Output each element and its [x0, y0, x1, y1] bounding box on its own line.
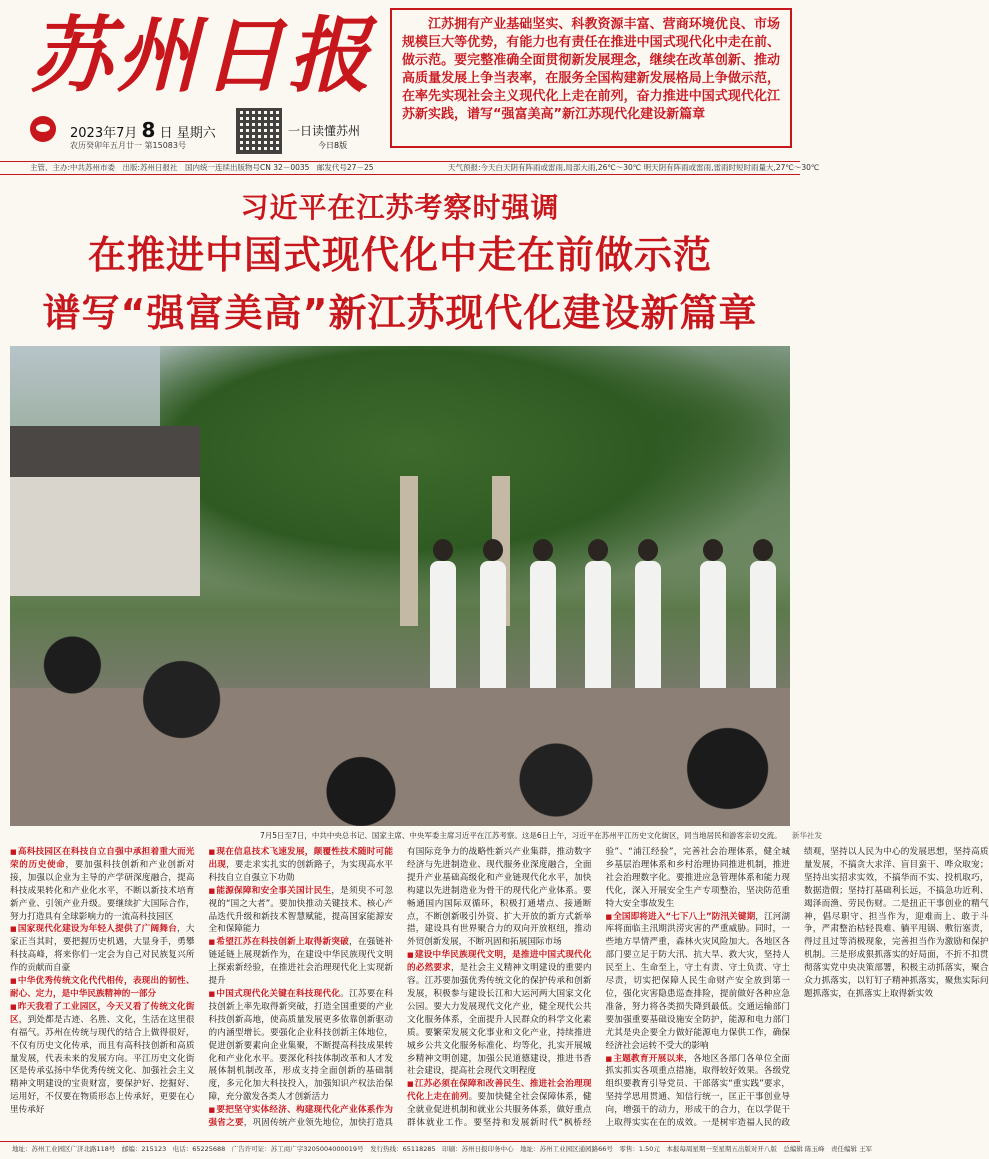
- qr-code-icon[interactable]: [236, 108, 282, 154]
- article-paragraph: [10, 1001, 195, 1117]
- article-text: ，各地区各部门各单位全面抓实抓实各项重点措施，取得较好效果。各级党组织要教育引导党员、干部落实“重实践”要求，坚持学思用贯通、知信行统一，匡正干事创业导向，增强干的动力，形成干的合力，在以学促干上取得实实在在的成效。一是树牢造福人民的政绩观，坚持以人民为中心的发展思想，坚持高质量发展，不搞贪大求洋、盲目蛮干、哗众取宠；坚持出实招求实效，不搞华而不实、投机取巧，数据造假；坚持打基础利长远，不搞急功近利、竭泽而渔、劳民伤财。二是扭正干事创业的精气神，倡尽职守、担当作为，迎难而上、敢于斗争，严肃整治枯轻畏难、躺平甩锅、敷衍塞责，得过且过等消极现象，完善担当作为激励和保护机制。三是形成狠抓落实的好局面，不折不扣贯彻落实党中央决策部署，积极主动抓落实，聚合众力抓落实，以钉钉子精神抓落实，聚焦实际问题抓落实，在抓落实上取得新实效: [605, 847, 989, 1129]
- article-text: ，要走求实扎实的创新路子，为实现高水平科技自立自强立下功勋: [208, 859, 393, 883]
- article-subhead: ■ 高科技园区在科技自立自强中承担着重大而光荣的历史使命: [10, 847, 195, 870]
- newspaper-emblem-icon: [30, 116, 56, 142]
- article-text: ，江河湖库将面临主汛期洪涝灾害的严重威胁。同时，一些地方旱情严重，森林火灾风险加大。各地区各部门要立足于防大汛、抗大旱、救大灾，坚持人民至上、生命至上，守土有责、守土负责、守土尽责，切实把保障人民生命财产安全放到第一位，强化灾害隐患巡查排险，提前做好各种应急准备，努力将各类损失降到最低。交通运输部门要加强重要基础设施安全防护，能源和电力部门尤其是央企要全力做好能源电力保供工作，确保经济社会运转不受大的影响: [605, 911, 790, 1051]
- issue-date: [70, 118, 216, 142]
- article-paragraph: [209, 988, 394, 1104]
- weather-forecast: 天气预报:今天白天阴有阵雨或雷雨,局部大雨,26℃～30℃ 明天阴有阵雨或雷雨,雷雨时短时雨量大,27℃～30℃: [448, 163, 820, 172]
- issue-date-day: 8: [141, 118, 156, 142]
- article-text: ，在强链补链延链上展现新作为，在建设中华民族现代文明上探索新经验，在推进社会治理现代化上实现新提升: [208, 937, 393, 987]
- article-subhead: ■ 中国式现代化关键在科技现代化: [209, 989, 341, 999]
- article-subhead: ■ 全国即将进入“七下八上”防汛关键期: [606, 912, 756, 922]
- article-text: ，到处都是古迹、名胜、文化，生活在这里很有福气。苏州在传统与现代的结合上做得很好，不仅有历史文化传承，而且有高科技创新和高质量发展，代表未来的发展方向。平江历史文化街区是传承弘扬中华优秀传统文化、加强社会主义精神文明建设的宝贵财富，要保护好、挖掘好、运用好，不仅要在物质形态上传承好，更要在心里传承好: [10, 1014, 195, 1116]
- article-subhead: ■ 希望江苏在科技创新上取得新突破: [209, 937, 350, 947]
- lunar-date-issue-number: 农历癸卯年五月廿一 第15083号: [70, 141, 186, 150]
- article-paragraph: [209, 846, 394, 885]
- article-text: ，大家正当其时，要把握历史机遇，大显身手，勇攀科技高峰，将来你们一定会为自己对民族复兴所作的贡献而自豪: [10, 924, 195, 974]
- article-subhead: ■ 昨天我看了工业园区，今天又看了传统文化街区: [10, 1002, 195, 1025]
- article-paragraph: [10, 846, 195, 923]
- masthead: [0, 0, 800, 160]
- article-subhead: ■ 国家现代化建设为年轻人提供了广阔舞台: [10, 924, 177, 934]
- article-paragraph: [10, 975, 195, 1001]
- article-text: 。江苏要在科技创新上率先取得新突破，打造全国重要的产业科技创新高地，使高质量发展更多依靠创新驱动的内涵型增长。要强化企业科技创新主体地位，促进创新要素向企业集聚，不断提高科技成果转化和产业化水平。要深化科技体制改革和人才发展体制机制改革，形成支持全面创新的基础制度，多元化加大科技投入，加强知识产权法治保障，充分激发各类人才创新活力: [208, 988, 393, 1103]
- photo-buildings: [10, 426, 200, 596]
- main-headline-line-2: 谱写“强富美高”新江苏现代化建设新篇章: [42, 291, 758, 335]
- newspaper-slogan: 一日读懂苏州: [288, 124, 361, 138]
- photo-crowd: [10, 596, 790, 826]
- article-body: [10, 846, 989, 1136]
- page-footer: 地址：苏州工业园区广济北路118号 邮编：215123 电话：65225688 广告许可证：苏工商广字3205004000019号 发行热线：65118285 印刷：苏州日报印务中心 地址：苏州工业园区通园路66号 零售：1.50元 本报每周星期一至星期五出版对开八版 总编辑 陈玉峰 责任编辑 王军: [0, 1141, 800, 1157]
- issue-date-suffix: 日 星期六: [159, 126, 216, 141]
- photo-caption: [260, 830, 822, 841]
- newspaper-logo: 苏州日报: [30, 8, 374, 104]
- main-headline-line-1: 在推进中国式现代化中走在前做示范: [87, 233, 712, 277]
- article-subhead: ■ 要把坚守实体经济、构建现代化产业体系作为强省之要: [209, 1105, 394, 1128]
- article-paragraph: [10, 923, 195, 975]
- publication-info-bar: [0, 161, 820, 175]
- article-subhead: ■ 建设中华民族现代文明，是推进中国式现代化的必然要求: [407, 950, 592, 973]
- article-subhead: ■ 能源保障和安全事关国计民生: [209, 886, 332, 896]
- article-subhead: ■ 现在信息技术飞速发展，颠覆性技术随时可能出现: [209, 847, 394, 870]
- page-count: 今日8版: [318, 141, 348, 150]
- headline-kicker: 习近平在江苏考察时强调: [240, 191, 560, 224]
- article-subhead: ■ 主题教育开展以来: [606, 1054, 685, 1064]
- publisher-info: 主管、主办:中共苏州市委 出版:苏州日报社 国内统一连续出版物号CN 32－0035 邮发代号27－25: [30, 163, 374, 172]
- article-paragraph: [407, 949, 592, 1078]
- article-text: ，要加强科技创新和产业创新对接，加强以企业为主导的产学研深度融合，提高科技成果转化和产业化水平，不断以新技术培育新产业、引领产业升级。要继续扩大国际合作，努力打造具有全球影响力的一流高科技园区: [10, 859, 195, 922]
- lead-quote-text: 江苏拥有产业基础坚实、科教资源丰富、营商环境优良、市场规模巨大等优势，有能力也有责任在推进中国式现代化中走在前、做示范。要完整准确全面贯彻新发展理念，继续在改革创新、推动高质量发展上争当表率，在服务全国构建新发展格局上争做示范，在率先实现社会主义现代化上走在前列，奋力推进中国式现代化江苏新实践，谱写“强富美高”新江苏现代化建设新篇章: [402, 17, 780, 122]
- photo-caption-text: 7月5日至7日，中共中央总书记、国家主席、中央军委主席习近平在江苏考察。这是6日上午，习近平在苏州平江历史文化街区，同当地居民和游客亲切交流。: [260, 831, 782, 840]
- article-paragraph: [606, 911, 791, 1053]
- issue-date-prefix: 2023年7月: [70, 126, 138, 141]
- article-text: ，是社会主义精神文明建设的重要内容。江苏要加强优秀传统文化的保护传承和创新发展，积极参与建设长江和大运河两大国家文化公园。要大力发展现代文化产业，健全现代公共文化服务体系，全面提升人民群众的科学文化素质。要繁荣发展文化事业和文化产业，持续推进城乡公共文化服务标准化、均等化，扎实开展城乡精神文明创建，加强公民道德建设，推进书香社会建设，提高社会现代文明程度: [407, 963, 592, 1077]
- article-text: 。要加快健全社会保障体系，健全就业促进机制和就业公共服务体系，做好重点群体就业工作。要坚持和发展新时代“枫桥经验”、“浦江经验”，完善社会治理体系，健全城乡基层治理体系和乡村治理协同推进机制，推进社会治理数字化。要推进应急管理体系和能力现代化，深入开展安全生产专项整治，坚决防范重特大安全事故发生: [407, 847, 790, 1129]
- lead-quote-box: [390, 8, 792, 148]
- article-text: ，是须臾不可忽视的“国之大者”。要加快推动关键技术、核心产品迭代升级和新技术智慧赋能，提高国家能源安全和保障能力: [208, 885, 393, 935]
- article-subhead: ■ 中华优秀传统文化代代相传，表现出的韧性、耐心、定力，是中华民族精神的一部分: [10, 976, 195, 999]
- lead-photo: [10, 346, 790, 826]
- article-paragraph: [209, 936, 394, 988]
- article-paragraph: [209, 885, 394, 937]
- photo-credit: 新华社发: [791, 831, 822, 840]
- article-subhead: ■ 江苏必须在保障和改善民生、推进社会治理现代化上走在前列: [407, 1079, 592, 1102]
- article-text: ，巩固传统产业领先地位，加快打造具有国际竞争力的战略性新兴产业集群，推动数字经济与先进制造业、现代服务业深度融合，全面提升产业基础高级化和产业链现代化水平，加快构建以先进制造业为骨干的现代化产业体系。要畅通国内国际双循环，积极打通堵点、接通断点，不断创新吸引外资、扩大开放的新方式新举措，建设具有世界聚合力的双向开放枢纽，推动外贸创新发展，不断巩固和拓展国际市场: [243, 847, 592, 1129]
